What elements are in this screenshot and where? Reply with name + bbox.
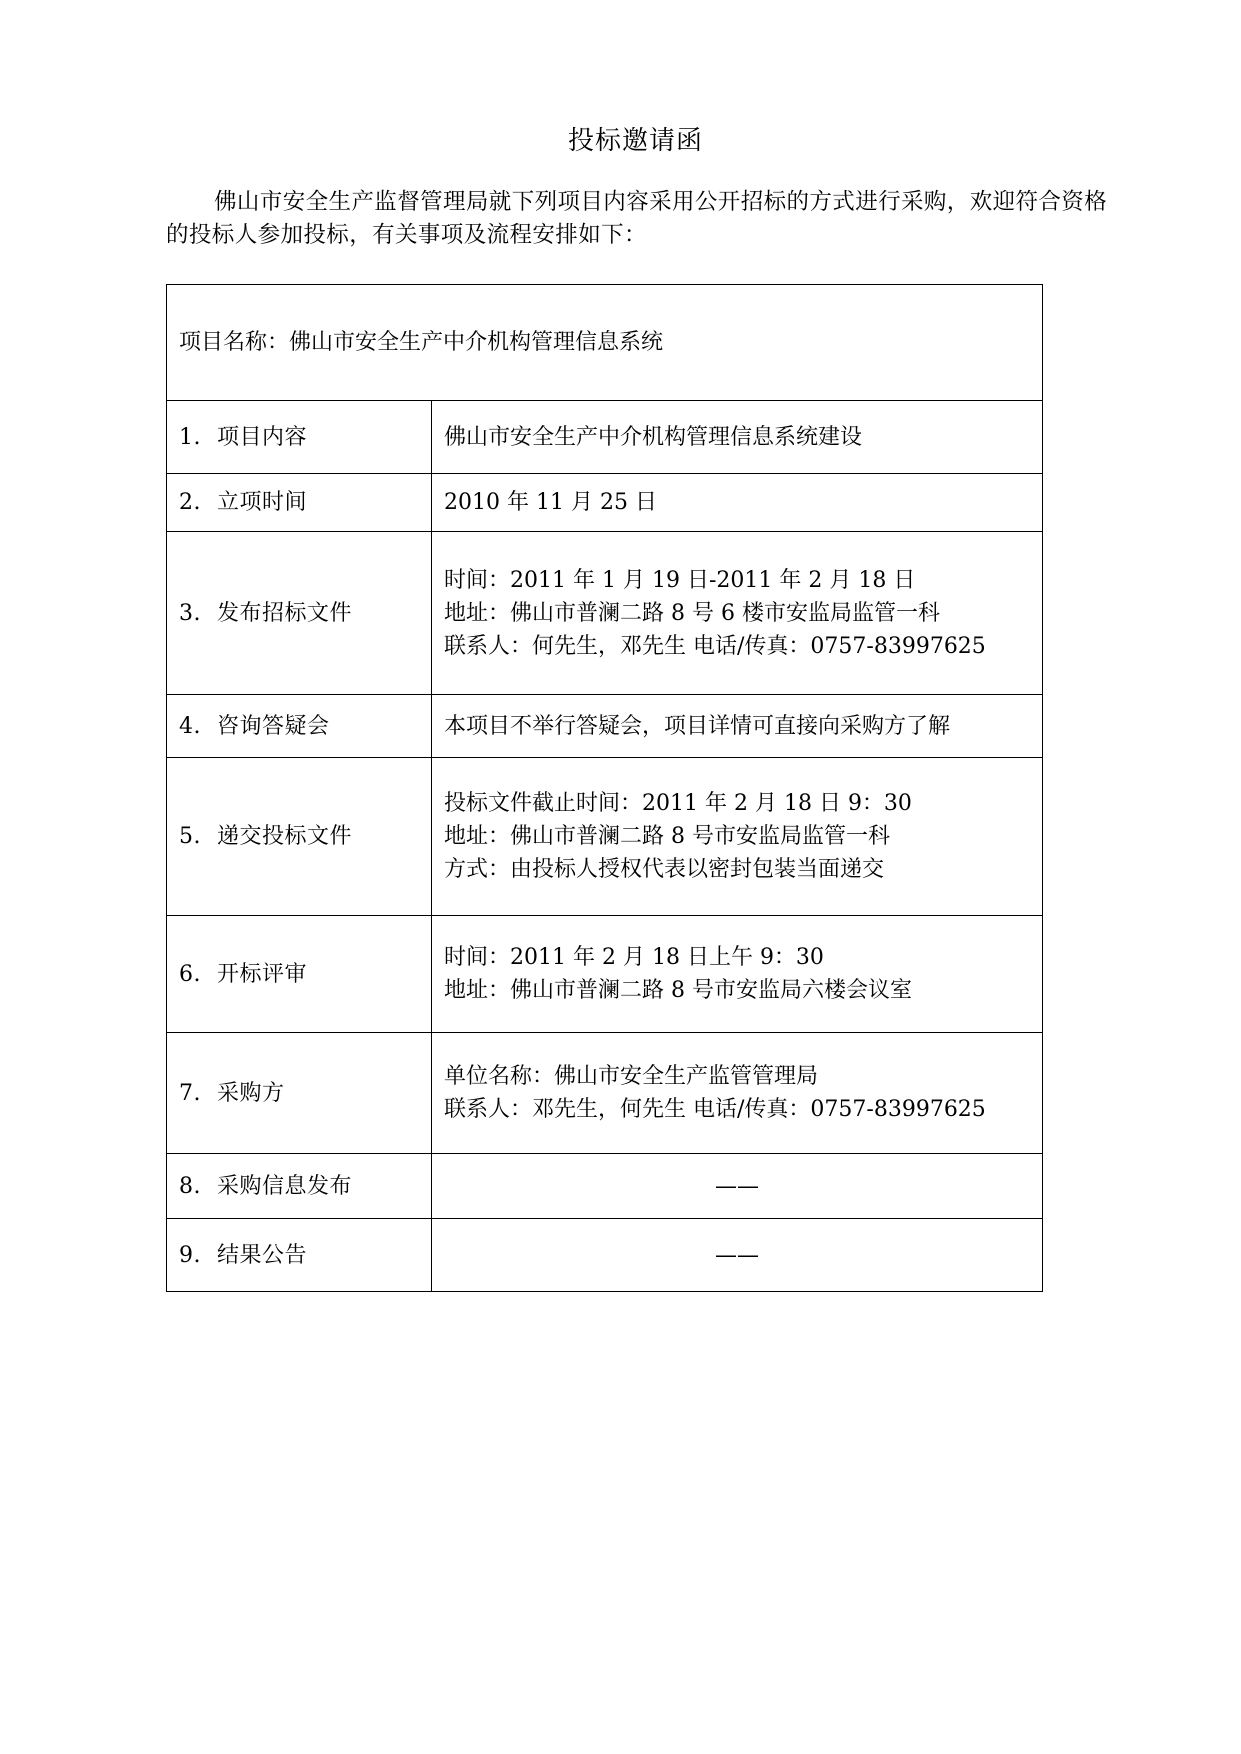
table-row	[167, 532, 1043, 695]
row-value-line: 单位名称：佛山市安全生产监管管理局	[444, 1064, 819, 1089]
row-label-cell	[167, 532, 432, 695]
row-value-line: ——	[715, 1173, 759, 1199]
row-value-cell	[432, 916, 1043, 1033]
row-label-cell	[167, 401, 432, 474]
table-row	[167, 916, 1043, 1033]
row-label-cell	[167, 1033, 432, 1154]
row-value-line: 地址：佛山市普澜二路 8 号市安监局六楼会议室	[444, 978, 912, 1003]
row-label-cell	[167, 695, 432, 758]
row-value-cell	[432, 532, 1043, 695]
row-label: 立项时间	[217, 490, 308, 515]
table-row	[167, 474, 1043, 532]
row-label-cell	[167, 1219, 432, 1292]
row-value-line: 佛山市安全生产中介机构管理信息系统建设	[444, 424, 863, 450]
row-label-cell	[167, 758, 432, 916]
row-label: 采购信息发布	[217, 1173, 353, 1199]
row-value-cell	[432, 695, 1043, 758]
table-row	[167, 1154, 1043, 1219]
row-value-cell	[432, 1219, 1043, 1292]
row-value-line: 时间：2011 年 1 月 19 日-2011 年 2 月 18 日	[444, 567, 916, 593]
row-value-line: 联系人：何先生，邓先生 电话/传真：0757-83997625	[444, 633, 986, 659]
table-row	[167, 695, 1043, 758]
row-number: 9.	[179, 1242, 201, 1268]
project-info-table	[166, 284, 1043, 1292]
row-label-cell	[167, 916, 432, 1033]
row-label: 开标评审	[217, 961, 308, 987]
row-value-cell	[432, 1033, 1043, 1154]
row-value-cell	[432, 758, 1043, 916]
row-label-cell	[167, 474, 432, 532]
row-value-line: 投标文件截止时间：2011 年 2 月 18 日 9：30	[444, 791, 912, 816]
row-number: 3.	[179, 600, 201, 626]
row-number: 7.	[179, 1080, 201, 1106]
table-row	[167, 401, 1043, 474]
row-value-line: 联系人：邓先生，何先生 电话/传真：0757-83997625	[444, 1097, 986, 1122]
row-label-cell	[167, 1154, 432, 1219]
row-value-line: ——	[715, 1242, 759, 1268]
row-label: 项目内容	[217, 424, 308, 450]
row-value-line: 2010 年 11 月 25 日	[444, 490, 657, 515]
intro-paragraph: 佛山市安全生产监督管理局就下列项目内容采用公开招标的方式进行采购，欢迎符合资格的投标人参加投标，有关事项及流程安排如下：	[166, 189, 1108, 248]
row-value-line: 地址：佛山市普澜二路 8 号市安监局监管一科	[444, 824, 890, 849]
row-number: 5.	[179, 824, 201, 849]
project-name-cell: 项目名称：佛山市安全生产中介机构管理信息系统	[167, 285, 1043, 401]
row-number: 1.	[179, 424, 201, 450]
row-label: 发布招标文件	[217, 600, 353, 626]
row-value-cell	[432, 474, 1043, 532]
row-number: 8.	[179, 1173, 201, 1199]
project-name-row	[167, 285, 1043, 401]
row-number: 6.	[179, 961, 201, 987]
table-row	[167, 1219, 1043, 1292]
row-value-line: 时间：2011 年 2 月 18 日上午 9：30	[444, 945, 824, 970]
row-label: 咨询答疑会	[217, 713, 330, 739]
row-value-cell	[432, 1154, 1043, 1219]
row-value-line: 本项目不举行答疑会，项目详情可直接向采购方了解	[444, 713, 951, 739]
row-number: 2.	[179, 490, 201, 515]
row-value-cell	[432, 401, 1043, 474]
document-title: 投标邀请函	[567, 126, 703, 156]
row-label: 采购方	[217, 1080, 285, 1106]
table-row	[167, 1033, 1043, 1154]
row-value-line: 方式：由投标人授权代表以密封包装当面递交	[444, 857, 885, 882]
row-number: 4.	[179, 713, 201, 739]
row-label: 递交投标文件	[217, 824, 353, 849]
row-label: 结果公告	[217, 1242, 308, 1268]
table-row	[167, 758, 1043, 916]
row-value-line: 地址：佛山市普澜二路 8 号 6 楼市安监局监管一科	[444, 600, 940, 626]
